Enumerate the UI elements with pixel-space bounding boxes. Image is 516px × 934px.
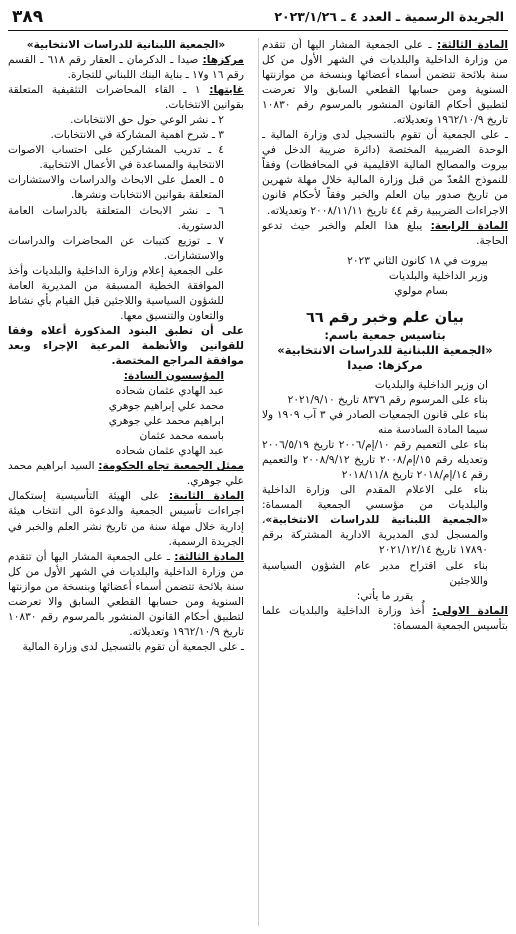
basis-association-name: «الجمعية اللبنانية للدراسات الانتخابية» — [265, 514, 488, 527]
notice-title: بيان علم وخبر رقم ٦٦ — [306, 309, 464, 326]
article-1-label: المادة الاولى: — [432, 604, 508, 617]
article-3-label: المادة الثالثة: — [436, 39, 508, 51]
article-3-label-left: المادة الثالثة: — [174, 550, 244, 563]
representative-paragraph — [8, 459, 244, 489]
representative-text: السيد ابراهيم محمد علي جوهري. — [8, 460, 244, 488]
article-3-text-left: ـ على الجمعية المشار اليها أن تتقدم من وزارة الداخلية والبلديات في الشهر الأول من كل سنة بلائحة تتضمن أسماء أعضائها وبنسخة من موازنتها السنوية ومن حسابها القطعي السابق والا تعرضت لتطبيق أحكام القانون المنشور بالمرسوم رقم ١٠٨٣٠ تاريخ ١٩٦٢/١٠/٩ وتعديلاته. — [8, 550, 244, 638]
headquarters-text: صيدا ـ الدكرمان ـ العقار رقم ٦١٨ ـ القسم رقم ١٦ و١٧ ـ بناية البنك اللبناني للتجارة. — [8, 54, 244, 82]
basis-law: بناء على قانون الجمعيات الصادر في ٣ آب ١٩٠٩ ولا سيما المادة السادسة منه — [262, 409, 488, 437]
article-3-tax-left: ـ على الجمعية أن تقوم بالتسجيل لدى وزارة المالية — [22, 640, 244, 653]
founder-4: باسمه محمد عثمان — [139, 430, 224, 443]
representative-label: ممثل الجمعية تجاه الحكومة: — [98, 460, 244, 473]
obligation-paragraph: على الجمعية إعلام وزارة الداخلية والبلديات وأخذ الموافقة الخطية المسبقة من المديرية العامة للشؤون السياسية واللاجئين قبل القيام بأي نشاط والتعاون والتنسيق معها. — [8, 264, 224, 322]
headquarters-label: مركزها: — [202, 54, 244, 67]
basis-notification — [262, 483, 508, 558]
left-column — [8, 38, 244, 655]
goal-text: ١ ـ القاء المحاضرات التثقيفية المتعلقة بقوانين الانتخابات. — [8, 84, 244, 112]
page-number: ٣٨٩ — [12, 7, 44, 27]
signing-date: بيروت في ١٨ كانون الثاني ٢٠٢٣ — [347, 254, 488, 267]
compliance-paragraph: على أن تطبق البنود المذكورة أعلاه وفقا للقوانين والأنظمة المرعية الإجراء وبعد موافقة المراجع المختصة. — [8, 324, 244, 367]
page-header — [8, 8, 508, 31]
article-4-text: يبلغ هذا العلم والخبر حيث تدعو الحاجة. — [262, 219, 508, 247]
basis-proposal: بناء على اقتراح مدير عام الشؤون السياسية واللاجئين — [262, 559, 488, 587]
goal-item-3: ٣ ـ شرح اهمية المشاركة في الانتخابات. — [50, 129, 224, 142]
article-4-label: المادة الرابعة: — [430, 219, 508, 232]
founder-1: عبد الهادي عثمان شحاده — [115, 385, 224, 398]
goal-item-5: ٥ ـ العمل على الابحاث والدراسات والاستشارات المتعلقة بقوانين الانتخابات ونشرها. — [8, 174, 224, 202]
minister-title: وزير الداخلية والبلديات — [388, 269, 488, 282]
article-4-paragraph — [262, 219, 508, 249]
basis-decree: بناء على المرسوم رقم ٨٣٧٦ تاريخ ٢٠٢١/٩/١٠ — [287, 393, 488, 406]
article-3-tax-paragraph: ـ على الجمعية أن تقوم بالتسجيل لدى وزارة المالية ـ الوحدة الضريبية المختصة (دائرة ضريبة الدخل في بيروت والمصالح المالية الاقليمية في المحافظات) وفقاً للنموذج المُعدّ من قبل وزارة المالية خلال مهلة شهرين من تاريخ صدور بيان العلم والخبر وفقاً لأحكام قانون الاجراءات الضريبية رقم ٤٤ تاريخ ٢٠٠٨/١١/١١ وتعديلاته. — [262, 129, 508, 217]
goal-item-1 — [8, 83, 244, 113]
notice-association-name: «الجمعية اللبنانية للدراسات الانتخابية» — [277, 342, 493, 357]
article-1-paragraph — [262, 604, 508, 634]
goal-item-4: ٤ ـ تدريب المشاركين على احتساب الاصوات الانتخابية والمساعدة في الأعمال الانتخابية. — [8, 144, 224, 172]
article-1-text: أُخذ وزارة الداخلية والبلديات علما بتأسيس الجمعية المسماة: — [262, 604, 508, 632]
goal-item-7: ٧ ـ توزيع كتيبات عن المحاضرات والدراسات والاستشارات. — [8, 234, 224, 262]
basis-registration: ، والمسجل لدى المديرية الادارية المشتركة برقم ١٧٨٩٠ تاريخ ٢٠٢١/١٢/١٤ — [262, 514, 488, 557]
spacer — [262, 299, 508, 308]
notice-subtitle: بتاسيس جمعية باسم: — [324, 327, 446, 342]
founders-label: المؤسسون السادة: — [123, 370, 224, 383]
basis-notification-text: بناء على الاعلام المقدم الى وزارة الداخلية والبلديات من مؤسسي الجمعية المسماة: — [262, 484, 488, 512]
decides-line: يقرر ما يأتي: — [356, 589, 414, 602]
founder-2: محمد علي إبراهيم جوهري — [108, 400, 224, 413]
notice-headquarters: مركزها: صيدا — [347, 357, 423, 372]
minister-name: بسام مولوي — [394, 284, 448, 297]
article-3-paragraph — [262, 38, 508, 128]
intro-line: ان وزير الداخلية والبلديات — [374, 378, 488, 391]
article-2-text: على الهيئة التأسيسية إستكمال اجراءات تأسيس الجمعية والدعوة الى انتخاب هيئة إدارية خلال مهلة سنة من تاريخ نشر العلم والخبر في الجريدة الرسمية. — [8, 490, 244, 548]
article-3-text: ـ على الجمعية المشار اليها أن تتقدم من وزارة الداخلية والبلديات في الشهر الأول من كل سنة بلائحة تتضمن أسماء أعضائها وبنسخة من موازنتها السنوية ومن حسابها القطعي السابق والا تعرضت لتطبيق أحكام القانون المنشور بالمرسوم رقم ١٠٨٣٠ تاريخ ١٩٦٢/١٠/٩ وتعديلاته. — [262, 39, 508, 127]
gazette-title: الجريدة الرسمية ـ العدد ٤ ـ ٢٠٢٣/١/٢٦ — [274, 9, 504, 24]
headquarters-paragraph — [8, 53, 244, 83]
founder-5: عبد الهادي عثمان شحاده — [115, 445, 224, 458]
article-2-paragraph — [8, 489, 244, 549]
basis-circular: بناء على التعميم رقم ١٠/إم/٢٠٠٦ تاريخ ٢٠٠٦/٥/١٩ وتعديله رقم ١٥/إم/٢٠٠٨ تاريخ ٢٠٠٨/٩/١٢ والتعميم رقم ١٤/إم/٢٠١٨ تاريخ ٢٠١٨/١١/٨ — [262, 439, 488, 482]
founder-3: ابراهيم محمد علي جوهري — [108, 415, 224, 428]
article-3-paragraph-left — [8, 550, 244, 640]
column-divider — [258, 38, 259, 926]
association-name: «الجمعية اللبنانية للدراسات الانتخابية» — [26, 39, 226, 51]
right-column — [262, 38, 508, 634]
goal-item-2: ٢ ـ نشر الوعي حول حق الانتخابات. — [70, 114, 224, 127]
goal-item-6: ٦ ـ نشر الابحاث المتعلقة بالدراسات العامة الدستورية. — [8, 204, 224, 232]
article-2-label: المادة الثانية: — [168, 490, 244, 503]
goals-label: غايتها: — [209, 84, 244, 97]
